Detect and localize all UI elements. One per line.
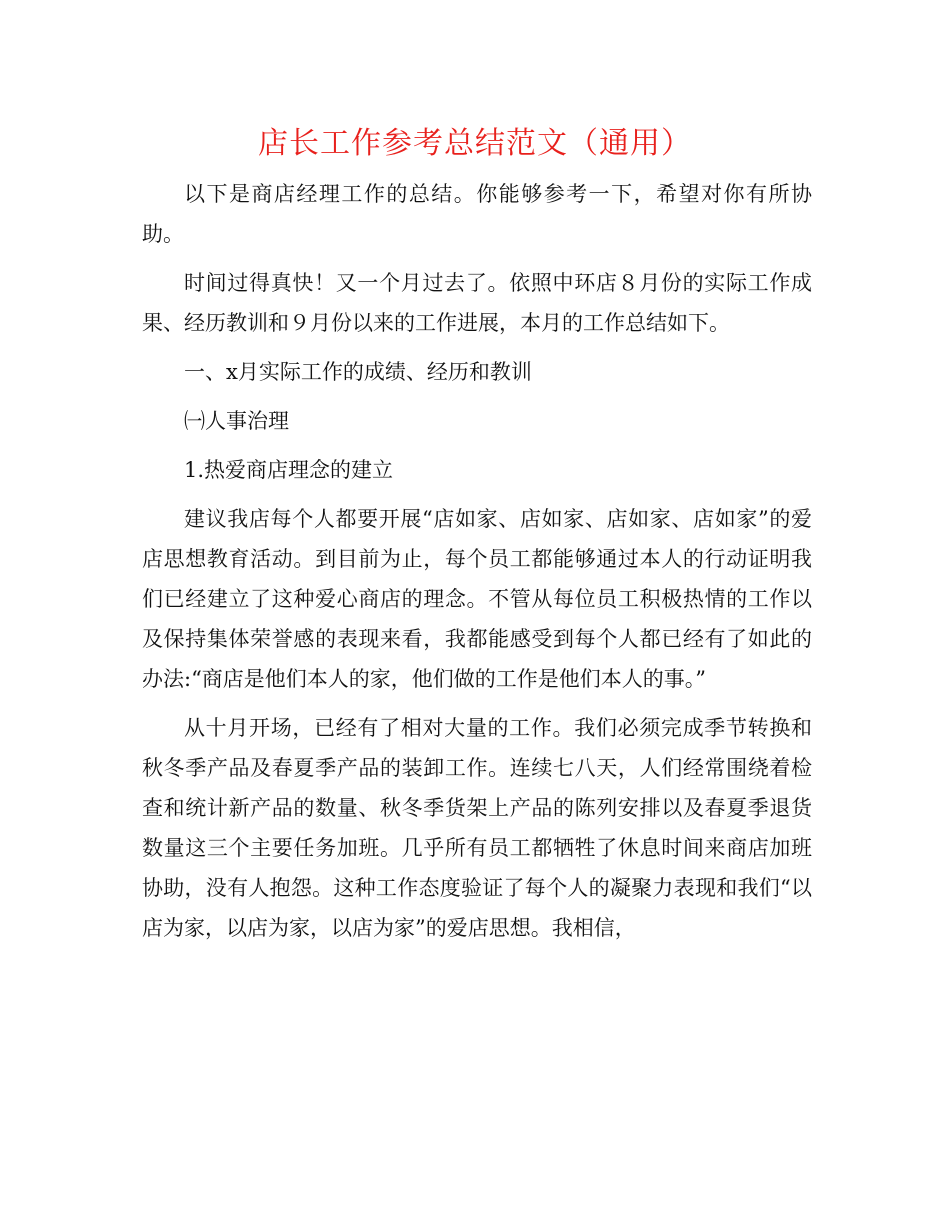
paragraph-overview: 时间过得真快！又一个月过去了。依照中环店８月份的实际工作成果、经历教训和９月份以来的工作进展，本月的工作总结如下。 bbox=[142, 271, 812, 335]
paragraph-store-concept: 建议我店每个人都要开展“店如家、店如家、店如家、店如家”的爱店思想教育活动。到目前为止，每个员工都能够通过本人的行动证明我们已经建立了这种爱心商店的理念。不管从每位员工积极热情的工作以及保持集体荣誉感的表现来看，我都能感受到每个人都已经有了如此的办法:“商店是他们本人的家，他们做的工作是他们本人的事。” bbox=[142, 507, 812, 691]
document-body bbox=[142, 174, 812, 957]
paragraph-october-work: 从十月开场，已经有了相对大量的工作。我们必须完成季节转换和秋冬季产品及春夏季产品的装卸工作。连续七八天，人们经常围绕着检查和统计新产品的数量、秋冬季货架上产品的陈列安排以及春夏季退货数量这三个主要任务加班。几乎所有员工都牺牲了休息时间来商店加班协助，没有人抱怨。这种工作态度验证了每个人的凝聚力表现和我们“以店为家，以店为家，以店为家”的爱店思想。我相信， bbox=[142, 716, 812, 940]
subsection-heading-personnel: ㈠人事治理 bbox=[184, 409, 289, 433]
section-heading-1: 一、x月实际工作的成绩、经历和教训 bbox=[184, 360, 532, 384]
item-heading-1: 1.热爱商店理念的建立 bbox=[184, 458, 394, 482]
document-title: 店长工作参考总结范文（通用） bbox=[258, 126, 692, 161]
paragraph-intro: 以下是商店经理工作的总结。你能够参考一下，希望对你有所协助。 bbox=[142, 182, 812, 246]
